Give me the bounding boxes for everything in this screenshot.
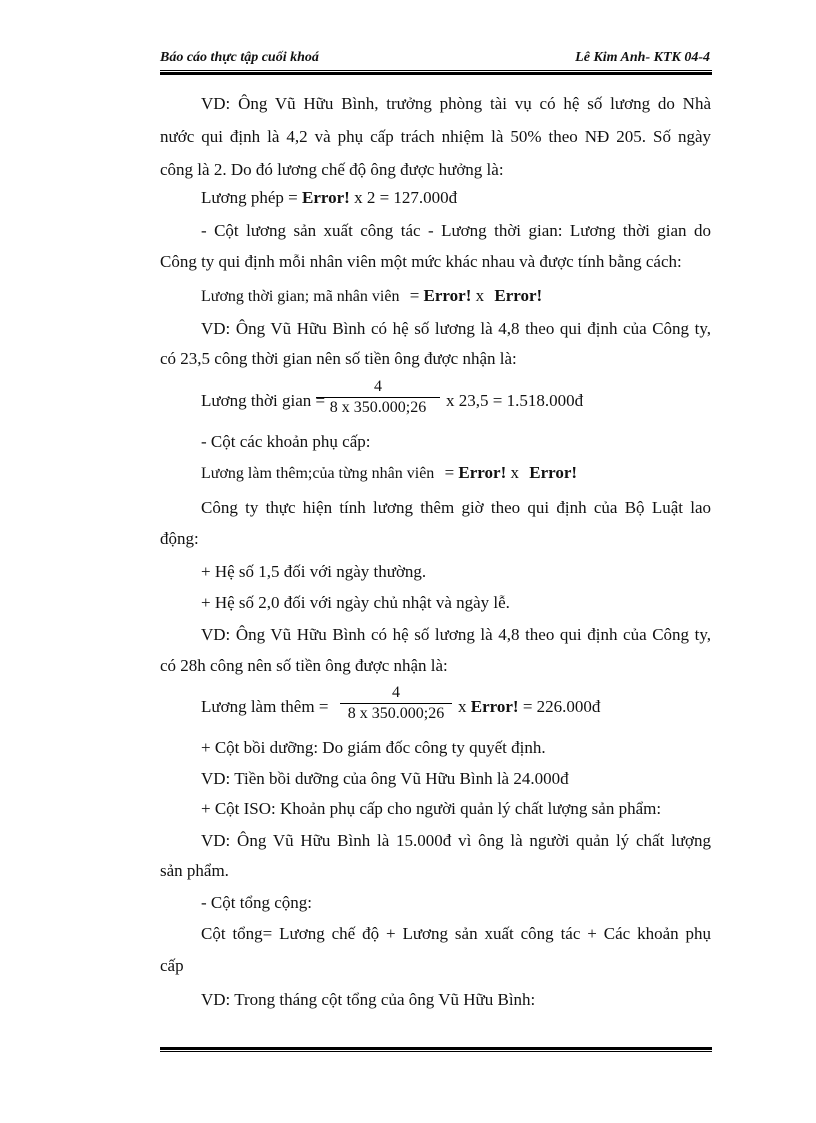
list-item: + Cột bồi dưỡng: Do giám đốc công ty quyết định.	[201, 738, 546, 757]
paragraph-line: VD: Ông Vũ Hữu Bình có hệ số lương là 4,8 theo qui định của Công ty,	[201, 319, 711, 338]
paragraph-line: - Cột tổng cộng:	[201, 893, 312, 912]
paragraph-line: Công ty qui định mỗi nhân viên một mức khác nhau và được tính bằng cách:	[160, 252, 682, 271]
formula-luong-phep	[201, 187, 457, 209]
formula-label: Lương làm thêm =	[201, 697, 329, 716]
times-sign: x	[506, 463, 524, 482]
error-field: Error!	[494, 286, 543, 305]
list-item: + Hệ số 1,5 đối với ngày thường.	[201, 562, 427, 581]
paragraph-line: Công ty thực hiện tính lương thêm giờ theo qui định của Bộ Luật lao	[201, 498, 711, 517]
formula-result: x 23,5 = 1.518.000đ	[446, 391, 584, 410]
formula-label: Lương thời gian; mã nhân viên	[201, 288, 400, 305]
error-field: Error!	[301, 188, 350, 207]
formula-result: x 2 = 127.000đ	[349, 188, 458, 207]
formula-label: Lương phép =	[201, 188, 302, 207]
formula-luong-lam-them	[201, 462, 577, 485]
formula-luong-thoi-gian	[201, 285, 542, 308]
formula-label: Lương làm thêm;của từng nhân viên	[201, 465, 435, 482]
formula-value: = 226.000đ	[518, 697, 601, 716]
footer-rule	[160, 1047, 712, 1052]
formula-label: Lương thời gian =	[201, 391, 326, 410]
list-item: + Hệ số 2,0 đối với ngày chủ nhật và ngày lễ.	[201, 593, 510, 612]
equals-sign: =	[444, 463, 459, 482]
paragraph-line: VD: Ông Vũ Hữu Bình có hệ số lương là 4,8 theo qui định của Công ty,	[201, 625, 711, 644]
paragraph-line: nước qui định là 4,2 và phụ cấp trách nhiệm là 50% theo NĐ 205. Số ngày	[160, 127, 711, 146]
paragraph-line: có 28h công nên số tiền ông được nhận là:	[160, 656, 448, 675]
header-rule	[160, 70, 712, 75]
list-item: + Cột ISO: Khoản phụ cấp cho người quản lý chất lượng sản phẩm:	[201, 799, 662, 818]
header-author: Lê Kim Anh- KTK 04-4	[575, 50, 710, 65]
times-sign: x	[458, 697, 471, 716]
paragraph-line: - Cột các khoản phụ cấp:	[201, 432, 371, 451]
paragraph-line: có 23,5 công thời gian nên số tiền ông được nhận là:	[160, 349, 517, 368]
times-sign: x	[471, 286, 489, 305]
error-field: Error!	[470, 697, 519, 716]
paragraph-line: - Cột lương sản xuất công tác - Lương thời gian: Lương thời gian do	[201, 221, 711, 240]
page-header	[160, 48, 712, 72]
paragraph-line: cấp	[160, 956, 184, 975]
paragraph-line: VD: Ông Vũ Hữu Bình là 15.000đ vì ông là người quản lý chất lượng	[201, 831, 711, 850]
error-field: Error!	[423, 286, 472, 305]
equals-sign: =	[409, 286, 424, 305]
paragraph-line: Cột tổng= Lương chế độ + Lương sản xuất công tác + Các khoản phụ	[201, 924, 711, 943]
error-field: Error!	[458, 463, 507, 482]
fraction-numerator: 4	[392, 684, 400, 701]
fraction	[340, 683, 452, 724]
paragraph-line: động:	[160, 529, 199, 548]
fraction-denominator: 8 x 350.000;26	[347, 705, 445, 722]
fraction-numerator: 4	[374, 378, 382, 395]
fraction-denominator: 8 x 350.000;26	[329, 399, 427, 416]
header-report-title: Báo cáo thực tập cuối khoá	[160, 50, 319, 65]
fraction	[316, 377, 440, 418]
paragraph-line: sản phẩm.	[160, 861, 229, 880]
paragraph-line: VD: Tiền bồi dưỡng của ông Vũ Hữu Bình là 24.000đ	[201, 769, 569, 788]
error-field: Error!	[529, 463, 578, 482]
formula-result	[458, 696, 600, 718]
paragraph-line: VD: Ông Vũ Hữu Bình, trưởng phòng tài vụ có hệ số lương do Nhà	[201, 94, 711, 113]
paragraph-line: công là 2. Do đó lương chế độ ông được hưởng là:	[160, 160, 504, 179]
paragraph-line: VD: Trong tháng cột tổng của ông Vũ Hữu Bình:	[201, 990, 536, 1009]
